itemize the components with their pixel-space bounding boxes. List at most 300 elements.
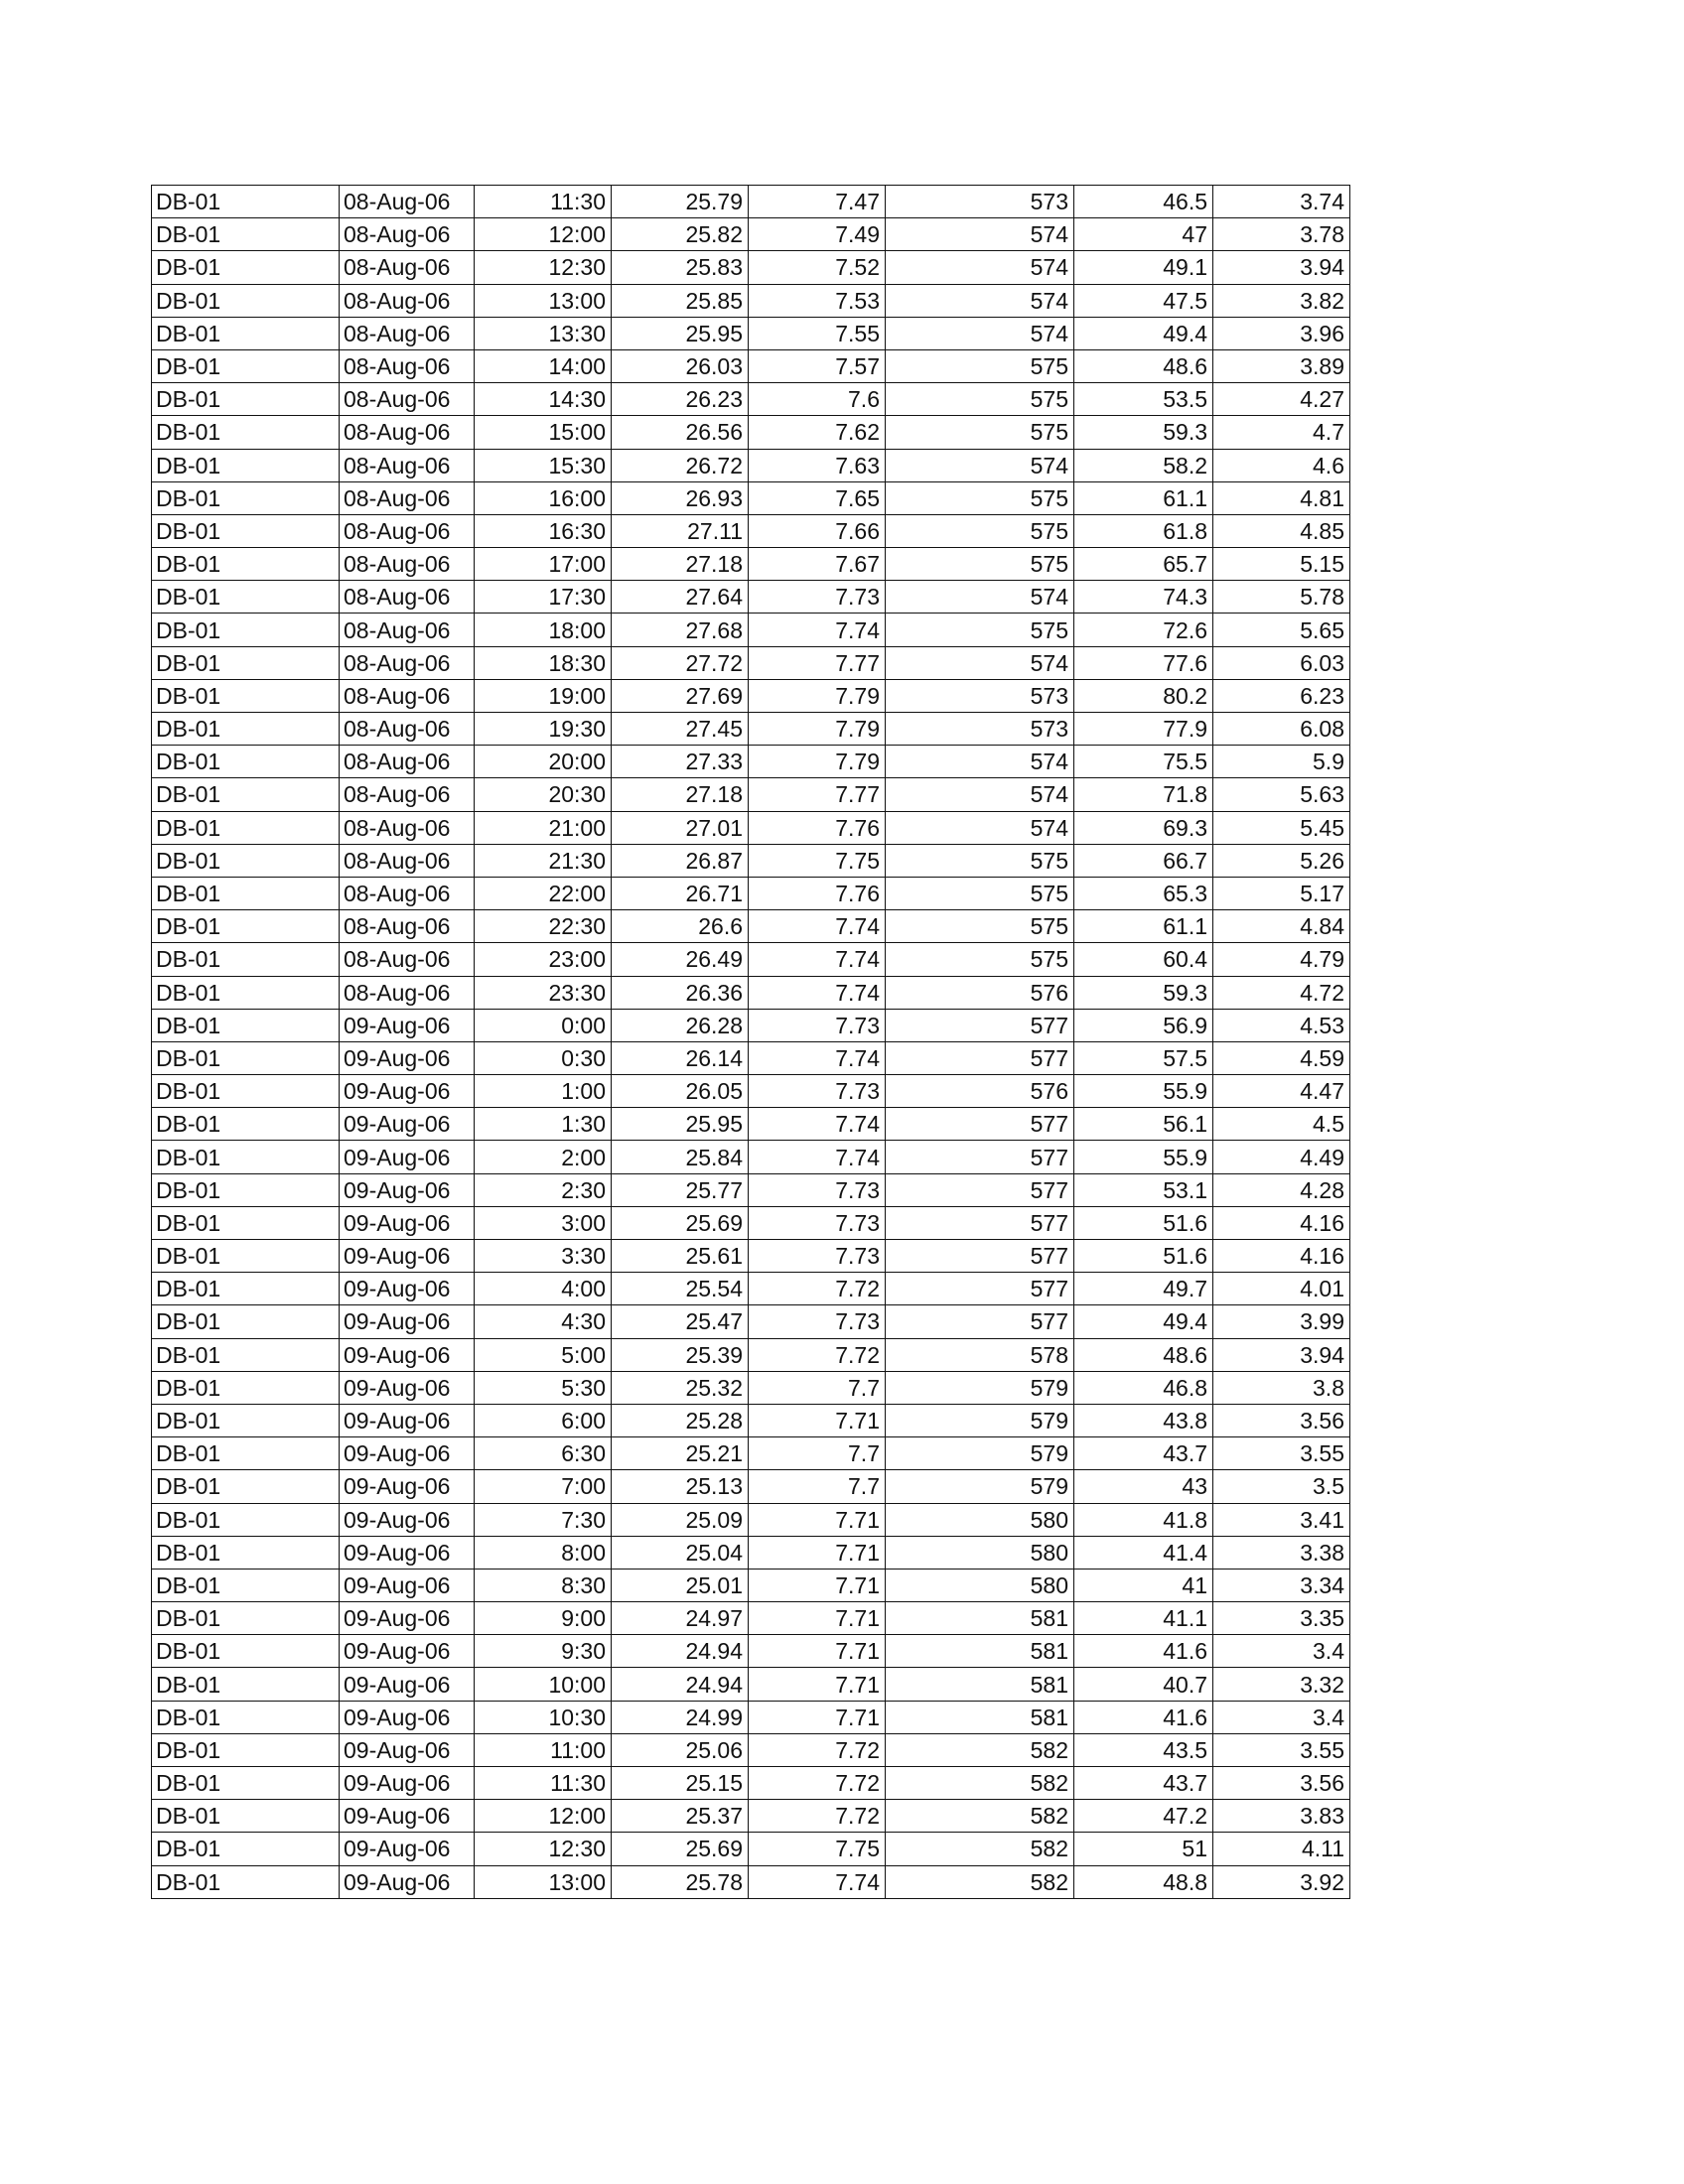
- table-row: [152, 1305, 1350, 1338]
- col5-cell: 7.73: [749, 581, 886, 614]
- col4-cell: 25.06: [612, 1733, 749, 1766]
- col7-cell: 61.8: [1074, 514, 1213, 547]
- col4-cell: 25.79: [612, 186, 749, 218]
- station-cell: DB-01: [152, 1767, 340, 1800]
- col7-cell: 53.5: [1074, 383, 1213, 416]
- col4-cell: 26.28: [612, 1009, 749, 1041]
- col8-cell: 3.92: [1213, 1865, 1350, 1898]
- col6-cell: 582: [886, 1800, 1074, 1833]
- col5-cell: 7.74: [749, 614, 886, 646]
- station-cell: DB-01: [152, 481, 340, 514]
- station-cell: DB-01: [152, 514, 340, 547]
- col5-cell: 7.74: [749, 1141, 886, 1173]
- station-cell: DB-01: [152, 1338, 340, 1371]
- col5-cell: 7.6: [749, 383, 886, 416]
- time-cell: 4:30: [475, 1305, 612, 1338]
- col8-cell: 3.83: [1213, 1800, 1350, 1833]
- table-row: [152, 1602, 1350, 1635]
- col6-cell: 574: [886, 284, 1074, 317]
- col4-cell: 25.28: [612, 1404, 749, 1436]
- time-cell: 15:30: [475, 449, 612, 481]
- station-cell: DB-01: [152, 284, 340, 317]
- time-cell: 20:30: [475, 778, 612, 811]
- station-cell: DB-01: [152, 1701, 340, 1733]
- col8-cell: 3.89: [1213, 349, 1350, 382]
- col8-cell: 3.32: [1213, 1668, 1350, 1701]
- col4-cell: 26.23: [612, 383, 749, 416]
- col8-cell: 3.4: [1213, 1635, 1350, 1668]
- col4-cell: 26.87: [612, 844, 749, 877]
- data-table-body: [152, 186, 1350, 1899]
- time-cell: 10:30: [475, 1701, 612, 1733]
- col4-cell: 27.69: [612, 679, 749, 712]
- date-cell: 09-Aug-06: [340, 1800, 475, 1833]
- station-cell: DB-01: [152, 1009, 340, 1041]
- date-cell: 09-Aug-06: [340, 1141, 475, 1173]
- station-cell: DB-01: [152, 1240, 340, 1273]
- table-row: [152, 811, 1350, 844]
- col6-cell: 573: [886, 186, 1074, 218]
- table-row: [152, 1536, 1350, 1569]
- date-cell: 08-Aug-06: [340, 383, 475, 416]
- date-cell: 09-Aug-06: [340, 1470, 475, 1503]
- col8-cell: 6.03: [1213, 646, 1350, 679]
- col8-cell: 3.99: [1213, 1305, 1350, 1338]
- col4-cell: 26.71: [612, 877, 749, 909]
- col6-cell: 574: [886, 746, 1074, 778]
- col7-cell: 80.2: [1074, 679, 1213, 712]
- date-cell: 08-Aug-06: [340, 514, 475, 547]
- col7-cell: 49.7: [1074, 1273, 1213, 1305]
- col5-cell: 7.71: [749, 1404, 886, 1436]
- col8-cell: 4.81: [1213, 481, 1350, 514]
- table-row: [152, 1701, 1350, 1733]
- col5-cell: 7.71: [749, 1569, 886, 1601]
- table-row: [152, 548, 1350, 581]
- date-cell: 08-Aug-06: [340, 481, 475, 514]
- col4-cell: 24.99: [612, 1701, 749, 1733]
- col5-cell: 7.75: [749, 1833, 886, 1865]
- col7-cell: 46.8: [1074, 1371, 1213, 1404]
- col6-cell: 577: [886, 1041, 1074, 1074]
- col5-cell: 7.77: [749, 646, 886, 679]
- col4-cell: 25.21: [612, 1437, 749, 1470]
- date-cell: 08-Aug-06: [340, 449, 475, 481]
- col8-cell: 4.28: [1213, 1173, 1350, 1206]
- table-row: [152, 1141, 1350, 1173]
- col8-cell: 6.23: [1213, 679, 1350, 712]
- col6-cell: 579: [886, 1470, 1074, 1503]
- col5-cell: 7.73: [749, 1075, 886, 1108]
- table-row: [152, 1800, 1350, 1833]
- col6-cell: 577: [886, 1305, 1074, 1338]
- table-row: [152, 251, 1350, 284]
- time-cell: 11:30: [475, 186, 612, 218]
- col7-cell: 51: [1074, 1833, 1213, 1865]
- col8-cell: 5.9: [1213, 746, 1350, 778]
- col5-cell: 7.73: [749, 1305, 886, 1338]
- time-cell: 11:00: [475, 1733, 612, 1766]
- station-cell: DB-01: [152, 1141, 340, 1173]
- col5-cell: 7.74: [749, 943, 886, 976]
- station-cell: DB-01: [152, 646, 340, 679]
- col4-cell: 27.64: [612, 581, 749, 614]
- col7-cell: 55.9: [1074, 1075, 1213, 1108]
- col6-cell: 582: [886, 1865, 1074, 1898]
- col7-cell: 59.3: [1074, 416, 1213, 449]
- table-row: [152, 778, 1350, 811]
- col5-cell: 7.74: [749, 976, 886, 1009]
- col8-cell: 5.17: [1213, 877, 1350, 909]
- time-cell: 4:00: [475, 1273, 612, 1305]
- date-cell: 09-Aug-06: [340, 1240, 475, 1273]
- col6-cell: 577: [886, 1173, 1074, 1206]
- time-cell: 12:00: [475, 1800, 612, 1833]
- station-cell: DB-01: [152, 1536, 340, 1569]
- col6-cell: 577: [886, 1141, 1074, 1173]
- col4-cell: 25.69: [612, 1206, 749, 1239]
- col4-cell: 27.45: [612, 713, 749, 746]
- col4-cell: 26.36: [612, 976, 749, 1009]
- col4-cell: 27.18: [612, 548, 749, 581]
- date-cell: 09-Aug-06: [340, 1273, 475, 1305]
- date-cell: 08-Aug-06: [340, 349, 475, 382]
- col8-cell: 3.55: [1213, 1437, 1350, 1470]
- col5-cell: 7.74: [749, 910, 886, 943]
- date-cell: 09-Aug-06: [340, 1338, 475, 1371]
- col7-cell: 40.7: [1074, 1668, 1213, 1701]
- date-cell: 09-Aug-06: [340, 1206, 475, 1239]
- col6-cell: 577: [886, 1240, 1074, 1273]
- station-cell: DB-01: [152, 1108, 340, 1141]
- col8-cell: 4.5: [1213, 1108, 1350, 1141]
- time-cell: 7:30: [475, 1503, 612, 1536]
- station-cell: DB-01: [152, 1206, 340, 1239]
- station-cell: DB-01: [152, 1865, 340, 1898]
- date-cell: 08-Aug-06: [340, 811, 475, 844]
- col8-cell: 4.16: [1213, 1240, 1350, 1273]
- date-cell: 09-Aug-06: [340, 1602, 475, 1635]
- station-cell: DB-01: [152, 811, 340, 844]
- date-cell: 09-Aug-06: [340, 1767, 475, 1800]
- col4-cell: 25.77: [612, 1173, 749, 1206]
- station-cell: DB-01: [152, 614, 340, 646]
- col7-cell: 56.1: [1074, 1108, 1213, 1141]
- date-cell: 08-Aug-06: [340, 218, 475, 251]
- col8-cell: 5.45: [1213, 811, 1350, 844]
- time-cell: 12:30: [475, 251, 612, 284]
- col7-cell: 59.3: [1074, 976, 1213, 1009]
- table-row: [152, 481, 1350, 514]
- col5-cell: 7.71: [749, 1701, 886, 1733]
- col6-cell: 580: [886, 1569, 1074, 1601]
- col7-cell: 77.6: [1074, 646, 1213, 679]
- col6-cell: 579: [886, 1404, 1074, 1436]
- col4-cell: 24.94: [612, 1668, 749, 1701]
- table-row: [152, 1503, 1350, 1536]
- col6-cell: 575: [886, 614, 1074, 646]
- col5-cell: 7.79: [749, 746, 886, 778]
- col4-cell: 25.78: [612, 1865, 749, 1898]
- col4-cell: 27.68: [612, 614, 749, 646]
- col5-cell: 7.57: [749, 349, 886, 382]
- col5-cell: 7.67: [749, 548, 886, 581]
- col8-cell: 4.16: [1213, 1206, 1350, 1239]
- date-cell: 09-Aug-06: [340, 1075, 475, 1108]
- col6-cell: 575: [886, 514, 1074, 547]
- station-cell: DB-01: [152, 218, 340, 251]
- col7-cell: 51.6: [1074, 1240, 1213, 1273]
- time-cell: 0:30: [475, 1041, 612, 1074]
- table-row: [152, 1273, 1350, 1305]
- table-row: [152, 416, 1350, 449]
- table-row: [152, 349, 1350, 382]
- date-cell: 09-Aug-06: [340, 1305, 475, 1338]
- table-row: [152, 1338, 1350, 1371]
- col8-cell: 4.11: [1213, 1833, 1350, 1865]
- station-cell: DB-01: [152, 1503, 340, 1536]
- col6-cell: 575: [886, 910, 1074, 943]
- col4-cell: 27.01: [612, 811, 749, 844]
- table-row: [152, 1240, 1350, 1273]
- date-cell: 09-Aug-06: [340, 1041, 475, 1074]
- col8-cell: 5.26: [1213, 844, 1350, 877]
- col6-cell: 575: [886, 548, 1074, 581]
- station-cell: DB-01: [152, 679, 340, 712]
- col4-cell: 26.05: [612, 1075, 749, 1108]
- col8-cell: 4.59: [1213, 1041, 1350, 1074]
- station-cell: DB-01: [152, 1470, 340, 1503]
- station-cell: DB-01: [152, 1173, 340, 1206]
- date-cell: 08-Aug-06: [340, 646, 475, 679]
- col7-cell: 72.6: [1074, 614, 1213, 646]
- time-cell: 5:00: [475, 1338, 612, 1371]
- col6-cell: 574: [886, 251, 1074, 284]
- col8-cell: 3.5: [1213, 1470, 1350, 1503]
- date-cell: 09-Aug-06: [340, 1865, 475, 1898]
- col6-cell: 576: [886, 1075, 1074, 1108]
- station-cell: DB-01: [152, 1273, 340, 1305]
- date-cell: 08-Aug-06: [340, 713, 475, 746]
- col7-cell: 48.8: [1074, 1865, 1213, 1898]
- table-row: [152, 1173, 1350, 1206]
- table-row: [152, 1767, 1350, 1800]
- col4-cell: 25.54: [612, 1273, 749, 1305]
- col6-cell: 575: [886, 844, 1074, 877]
- station-cell: DB-01: [152, 943, 340, 976]
- table-row: [152, 317, 1350, 349]
- time-cell: 11:30: [475, 1767, 612, 1800]
- station-cell: DB-01: [152, 186, 340, 218]
- station-cell: DB-01: [152, 1635, 340, 1668]
- col8-cell: 3.78: [1213, 218, 1350, 251]
- station-cell: DB-01: [152, 844, 340, 877]
- col4-cell: 25.13: [612, 1470, 749, 1503]
- table-row: [152, 1437, 1350, 1470]
- col7-cell: 43.7: [1074, 1767, 1213, 1800]
- table-row: [152, 976, 1350, 1009]
- table-row: [152, 581, 1350, 614]
- col8-cell: 3.94: [1213, 1338, 1350, 1371]
- col6-cell: 575: [886, 349, 1074, 382]
- date-cell: 08-Aug-06: [340, 943, 475, 976]
- station-cell: DB-01: [152, 746, 340, 778]
- time-cell: 12:00: [475, 218, 612, 251]
- time-cell: 3:30: [475, 1240, 612, 1273]
- col6-cell: 579: [886, 1437, 1074, 1470]
- date-cell: 08-Aug-06: [340, 284, 475, 317]
- col7-cell: 47.2: [1074, 1800, 1213, 1833]
- col7-cell: 55.9: [1074, 1141, 1213, 1173]
- col5-cell: 7.7: [749, 1371, 886, 1404]
- col6-cell: 582: [886, 1833, 1074, 1865]
- date-cell: 08-Aug-06: [340, 976, 475, 1009]
- col7-cell: 58.2: [1074, 449, 1213, 481]
- time-cell: 23:00: [475, 943, 612, 976]
- col7-cell: 49.1: [1074, 251, 1213, 284]
- time-cell: 12:30: [475, 1833, 612, 1865]
- col7-cell: 66.7: [1074, 844, 1213, 877]
- col7-cell: 69.3: [1074, 811, 1213, 844]
- col4-cell: 25.95: [612, 317, 749, 349]
- time-cell: 2:00: [475, 1141, 612, 1173]
- table-row: [152, 186, 1350, 218]
- col8-cell: 5.78: [1213, 581, 1350, 614]
- col4-cell: 25.01: [612, 1569, 749, 1601]
- table-row: [152, 1635, 1350, 1668]
- col4-cell: 25.69: [612, 1833, 749, 1865]
- table-row: [152, 679, 1350, 712]
- col6-cell: 575: [886, 383, 1074, 416]
- col4-cell: 26.49: [612, 943, 749, 976]
- col7-cell: 61.1: [1074, 481, 1213, 514]
- time-cell: 21:30: [475, 844, 612, 877]
- station-cell: DB-01: [152, 910, 340, 943]
- date-cell: 08-Aug-06: [340, 844, 475, 877]
- table-row: [152, 746, 1350, 778]
- date-cell: 08-Aug-06: [340, 679, 475, 712]
- col6-cell: 577: [886, 1108, 1074, 1141]
- col7-cell: 71.8: [1074, 778, 1213, 811]
- col7-cell: 41.1: [1074, 1602, 1213, 1635]
- date-cell: 08-Aug-06: [340, 186, 475, 218]
- time-cell: 10:00: [475, 1668, 612, 1701]
- col7-cell: 65.3: [1074, 877, 1213, 909]
- date-cell: 08-Aug-06: [340, 910, 475, 943]
- col8-cell: 4.47: [1213, 1075, 1350, 1108]
- col6-cell: 574: [886, 778, 1074, 811]
- col5-cell: 7.47: [749, 186, 886, 218]
- station-cell: DB-01: [152, 1041, 340, 1074]
- col4-cell: 26.03: [612, 349, 749, 382]
- col7-cell: 43: [1074, 1470, 1213, 1503]
- col8-cell: 3.41: [1213, 1503, 1350, 1536]
- col7-cell: 57.5: [1074, 1041, 1213, 1074]
- col5-cell: 7.7: [749, 1437, 886, 1470]
- col7-cell: 74.3: [1074, 581, 1213, 614]
- col5-cell: 7.72: [749, 1338, 886, 1371]
- date-cell: 09-Aug-06: [340, 1635, 475, 1668]
- date-cell: 09-Aug-06: [340, 1733, 475, 1766]
- col5-cell: 7.79: [749, 713, 886, 746]
- station-cell: DB-01: [152, 317, 340, 349]
- col7-cell: 47.5: [1074, 284, 1213, 317]
- station-cell: DB-01: [152, 349, 340, 382]
- col6-cell: 574: [886, 811, 1074, 844]
- col7-cell: 41: [1074, 1569, 1213, 1601]
- col5-cell: 7.71: [749, 1503, 886, 1536]
- date-cell: 09-Aug-06: [340, 1536, 475, 1569]
- station-cell: DB-01: [152, 416, 340, 449]
- table-row: [152, 877, 1350, 909]
- col4-cell: 27.33: [612, 746, 749, 778]
- station-cell: DB-01: [152, 1437, 340, 1470]
- col8-cell: 3.82: [1213, 284, 1350, 317]
- col8-cell: 4.79: [1213, 943, 1350, 976]
- station-cell: DB-01: [152, 1833, 340, 1865]
- date-cell: 09-Aug-06: [340, 1173, 475, 1206]
- col4-cell: 26.93: [612, 481, 749, 514]
- table-row: [152, 1569, 1350, 1601]
- time-cell: 19:00: [475, 679, 612, 712]
- col5-cell: 7.65: [749, 481, 886, 514]
- col5-cell: 7.73: [749, 1173, 886, 1206]
- col7-cell: 47: [1074, 218, 1213, 251]
- col5-cell: 7.7: [749, 1470, 886, 1503]
- time-cell: 22:00: [475, 877, 612, 909]
- time-cell: 17:30: [475, 581, 612, 614]
- station-cell: DB-01: [152, 1569, 340, 1601]
- col4-cell: 26.6: [612, 910, 749, 943]
- col7-cell: 41.6: [1074, 1701, 1213, 1733]
- col6-cell: 582: [886, 1767, 1074, 1800]
- col6-cell: 575: [886, 877, 1074, 909]
- table-row: [152, 943, 1350, 976]
- col8-cell: 3.56: [1213, 1404, 1350, 1436]
- time-cell: 15:00: [475, 416, 612, 449]
- date-cell: 09-Aug-06: [340, 1503, 475, 1536]
- date-cell: 09-Aug-06: [340, 1437, 475, 1470]
- col4-cell: 25.85: [612, 284, 749, 317]
- station-cell: DB-01: [152, 1404, 340, 1436]
- col5-cell: 7.72: [749, 1767, 886, 1800]
- station-cell: DB-01: [152, 1075, 340, 1108]
- col7-cell: 41.8: [1074, 1503, 1213, 1536]
- date-cell: 09-Aug-06: [340, 1404, 475, 1436]
- table-row: [152, 614, 1350, 646]
- col6-cell: 574: [886, 646, 1074, 679]
- station-cell: DB-01: [152, 1371, 340, 1404]
- col4-cell: 26.56: [612, 416, 749, 449]
- col8-cell: 4.6: [1213, 449, 1350, 481]
- col7-cell: 41.4: [1074, 1536, 1213, 1569]
- date-cell: 09-Aug-06: [340, 1833, 475, 1865]
- col7-cell: 43.5: [1074, 1733, 1213, 1766]
- time-cell: 5:30: [475, 1371, 612, 1404]
- table-row: [152, 1668, 1350, 1701]
- date-cell: 08-Aug-06: [340, 746, 475, 778]
- col6-cell: 575: [886, 943, 1074, 976]
- time-cell: 17:00: [475, 548, 612, 581]
- table-row: [152, 449, 1350, 481]
- col7-cell: 53.1: [1074, 1173, 1213, 1206]
- col7-cell: 43.8: [1074, 1404, 1213, 1436]
- col4-cell: 25.84: [612, 1141, 749, 1173]
- col5-cell: 7.74: [749, 1108, 886, 1141]
- col5-cell: 7.73: [749, 1206, 886, 1239]
- col4-cell: 26.72: [612, 449, 749, 481]
- col6-cell: 575: [886, 481, 1074, 514]
